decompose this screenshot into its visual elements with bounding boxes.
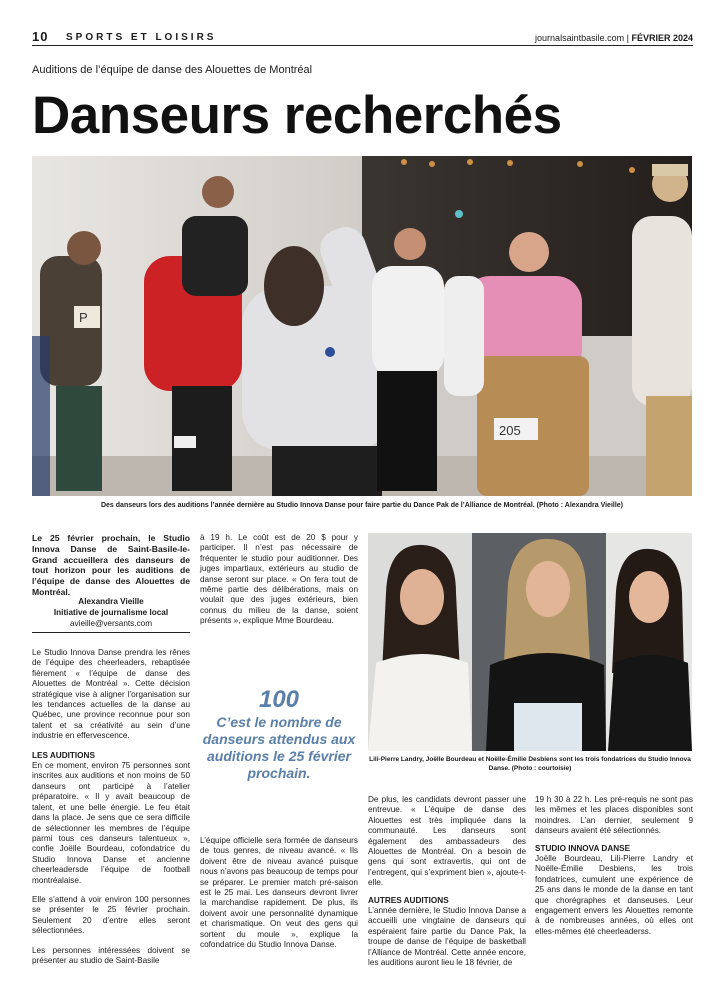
pull-quote-text: C’est le nombre de danseurs attendus aux auditions le 25 février prochain. [202, 714, 356, 781]
column-2-bottom: L’équipe officielle sera formée de danseurs de tous genres, de niveau avancé. « Ils doivent être de niveau avancé puisque nous n’avons pas beaucoup de temps pour se préparer. Le premier match pré-saison est le 25 mai. Les danseurs devront livrer la marchandise rapidement. De plus, ils doivent avoir une personnalité dynamique et charismatique. On veut des gens qui sortent du moule », explique la cofondatrice du Studio Innova Danse. [200, 836, 358, 950]
column-1 [32, 648, 190, 966]
column-3 [368, 795, 526, 969]
founders-photo [368, 533, 692, 751]
col1-paragraph-1: Le Studio Innova Danse prendra les rênes de l’équipe des cheerleaders, rebaptisée fièrement « l’équipe de danse des Alouettes de Montréal ». Cette décision stratégique vise à aligner l’organisation sur les tendances actuelles de la danse au Québec, une province reconnue pour son talent et sa créativité au sein d’une industrie en effervescence. [32, 648, 190, 741]
founders-caption: Lili-Pierre Landry, Joëlle Bourdeau et Noëlle-Émilie Desbiens sont les trois fondatrices du Studio Innova Danse. (Photo : courtoisie) [369, 756, 691, 772]
site-link[interactable]: journalsaintbasile.com [535, 33, 625, 43]
subhead-autres-auditions: AUTRES AUDITIONS [368, 895, 449, 905]
subhead-studio: STUDIO INNOVA DANSE [535, 843, 631, 853]
col1-paragraph-2: En ce moment, environ 75 personnes sont inscrites aux auditions et non moins de 50 danseurs ont participé à l’atelier préparatoire. « Il y avait beaucoup de talent, et une belle énergie. Le feu était dans la place. Je sens que ce sera difficile de sélectionner les membres de l’équipe parmi tous ces danseurs talentueux », confie Joëlle Bourdeau, cofondatrice du Studio Innova Danse et ancienne cheerleadersde l’équipe de football montréalaise. [32, 761, 190, 885]
issue-date: FÉVRIER 2024 [631, 33, 693, 43]
hero-caption: Des danseurs lors des auditions l’année dernière au Studio Innova Danse pour faire partie du Dance Pak de l’Alliance de Montréal. (Photo : Alexandra Vieille) [100, 502, 624, 509]
lede-paragraph: Le 25 février prochain, le Studio Innova Danse de Saint-Basile-le-Grand accueillera des danseurs de tout horizon pour les auditions de l’équipe de danse des Alouettes de Montréal. [32, 533, 190, 597]
article-kicker: Auditions de l’équipe de danse des Alouettes de Montréal [32, 64, 313, 76]
author-role: Initiative de journalisme local [53, 607, 169, 617]
subhead-auditions: LES AUDITIONS [32, 750, 95, 760]
bib-c: 205 [499, 423, 521, 438]
col3-paragraph-2: L’année dernière, le Studio Innova Danse a accueilli une vingtaine de danseurs qui espéraient faire partie du Dance Pak, la troupe de danse de l’équipe de basketball l’Alliance de Montréal. Cette année encore, les auditions auront lieu le 18 février, de [368, 906, 526, 968]
col4-paragraph-1: 19 h 30 à 22 h. Les pré-requis ne sont pas les mêmes et les places disponibles sont moindres. L’an dernier, seulement 9 danseurs avaient été sélectionnés. [535, 795, 693, 836]
col1-paragraph-3: Elle s’attend à voir environ 100 personnes se présenter le 25 février prochain. Seulement 20 d’entre elles seront sélectionnées. [32, 894, 190, 936]
column-4 [535, 795, 693, 937]
hero-photo [32, 156, 692, 496]
dancer-back [182, 216, 248, 296]
dancer-side [444, 276, 484, 396]
hero-illustration [32, 156, 692, 496]
author-email[interactable]: avieille@versants.com [69, 618, 153, 628]
article-headline: Danseurs recherchés [32, 86, 562, 145]
pull-quote-number: 100 [258, 686, 300, 713]
byline [32, 597, 190, 633]
col1-paragraph-4: Les personnes intéressées doivent se présenter au studio de Saint-Basile [32, 945, 190, 965]
founder-right [608, 549, 692, 751]
folio-right [535, 31, 693, 45]
pull-quote [198, 686, 360, 782]
bib-a: P [79, 310, 88, 325]
section-label: SPORTS ET LOISIRS [66, 32, 217, 43]
founders-illustration [368, 533, 692, 751]
col3-paragraph-1: De plus, les candidats devront passer une entrevue. « L’équipe de danse des Alouettes est très impliquée dans la communauté. Les danseurs sont également des ambassadeurs des Alouettes de Montréal. On a besoin de gens qui sont extravertis, qui ont de l’entregent, qui s’expriment bien », ajoute-t-elle. [368, 795, 526, 888]
page-number: 10 [32, 29, 49, 44]
folio-separator: | [626, 33, 629, 43]
col4-paragraph-2: Joëlle Bourdeau, Lili-Pierre Landry et Noëlle-Émilie Desbiens, les trois fondatrices, cumulent une expérience de 25 ans dans le monde de la danse en tant que chorégraphes et danseuses. Leur engagement envers les Alouettes remonte à de nombreuses années, où elles ont elles-mêmes été cheerleaderss. [535, 854, 693, 936]
column-2-top: à 19 h. Le coût est de 20 $ pour y participer. Il n’est pas nécessaire de fréquenter le studio pour auditionner. Des juges impartiaux, extérieurs au studio de danse seront sur place. « On fera tout de même partie des délibérations, mais on voulait que des juges extérieurs, bien connus du milieu de la danse, soient présents », explique Mme Bourdeau. [200, 533, 358, 626]
folio-bar [32, 30, 693, 46]
author-name: Alexandra Vieille [78, 597, 144, 606]
